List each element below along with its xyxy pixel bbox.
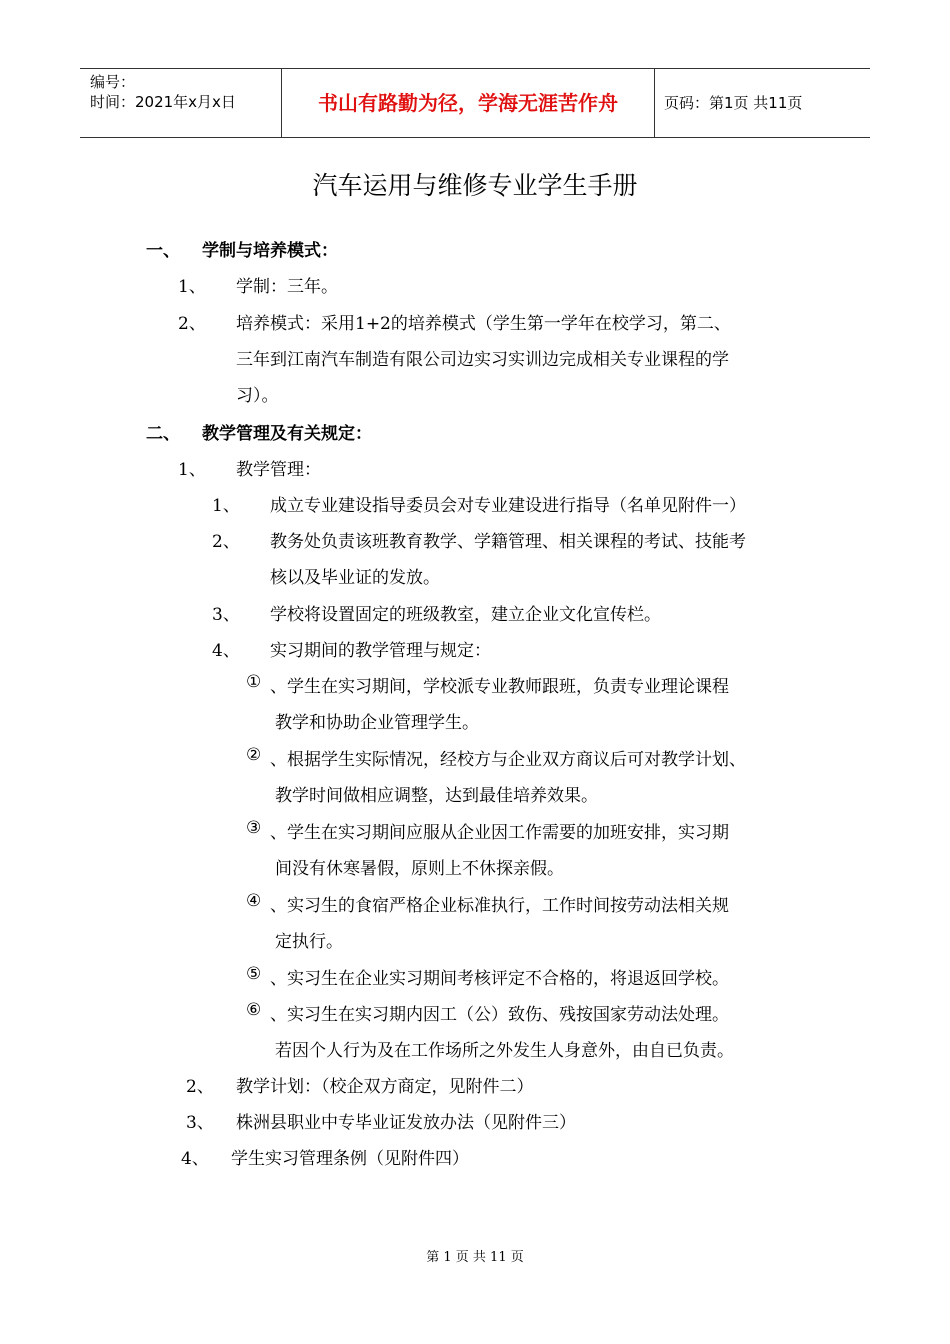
item-number: 1、 <box>178 460 206 480</box>
subitem-text: 教务处负责该班教育教学、学籍管理、相关课程的考试、技能考 <box>270 532 746 552</box>
rule-text: 、实习生的食宿严格企业标准执行，工作时间按劳动法相关规 <box>270 896 729 916</box>
subitem-number: 2、 <box>212 532 240 552</box>
header-divider <box>654 69 655 137</box>
header-page-info: 页码：第1页 共11页 <box>664 94 803 112</box>
rule-number: ① <box>246 672 262 692</box>
subitem-text: 学校将设置固定的班级教室，建立企业文化宣传栏。 <box>270 605 661 625</box>
item-text: 习）。 <box>236 386 279 406</box>
item-number: 2、 <box>186 1077 214 1097</box>
subitem-number: 1、 <box>212 496 240 516</box>
rule-text: 、实习生在企业实习期间考核评定不合格的，将退返回学校。 <box>270 969 729 989</box>
subitem-number: 3、 <box>212 605 240 625</box>
document-title: 汽车运用与维修专业学生手册 <box>312 171 638 200</box>
subitem-text: 实习期间的教学管理与规定： <box>270 641 491 661</box>
item-text: 学制：三年。 <box>236 277 338 297</box>
item-number: 3、 <box>186 1113 214 1133</box>
rule-text: 定执行。 <box>275 932 343 952</box>
rule-number: ④ <box>246 891 262 911</box>
item-text: 教学管理： <box>236 460 321 480</box>
item-text: 三年到江南汽车制造有限公司边实习实训边完成相关专业课程的学 <box>236 350 729 370</box>
rule-text: 间没有休寒暑假，原则上不休探亲假。 <box>275 859 564 879</box>
section-number: 二、 <box>146 424 180 444</box>
section-heading: 学制与培养模式： <box>202 241 338 261</box>
item-number: 2、 <box>178 314 206 334</box>
date-label: 时间：2021年x月x日 <box>90 93 236 111</box>
number-label: 编号： <box>90 73 136 91</box>
rule-number: ② <box>246 745 262 765</box>
page-footer: 第 1 页 共 11 页 <box>426 1250 524 1265</box>
header-motto: 书山有路勤为径，学海无涯苦作舟 <box>318 91 618 115</box>
item-number: 1、 <box>178 277 206 297</box>
rule-text: 若因个人行为及在工作场所之外发生人身意外，由自已负责。 <box>275 1041 734 1061</box>
subitem-number: 4、 <box>212 641 240 661</box>
page-header <box>80 68 870 138</box>
rule-number: ⑥ <box>246 1000 262 1020</box>
rule-text: 教学和协助企业管理学生。 <box>275 713 479 733</box>
rule-text: 、学生在实习期间应服从企业因工作需要的加班安排，实习期 <box>270 823 729 843</box>
item-text: 学生实习管理条例（见附件四） <box>231 1149 469 1169</box>
subitem-text: 成立专业建设指导委员会对专业建设进行指导（名单见附件一） <box>270 496 746 516</box>
rule-text: 、学生在实习期间，学校派专业教师跟班，负责专业理论课程 <box>270 677 729 697</box>
item-text: 培养模式：采用1+2的培养模式（学生第一学年在校学习，第二、 <box>236 314 731 334</box>
item-number: 4、 <box>181 1149 209 1169</box>
item-text: 教学计划：（校企双方商定，见附件二） <box>236 1077 534 1097</box>
rule-number: ③ <box>246 818 262 838</box>
rule-number: ⑤ <box>246 964 262 984</box>
item-text: 株洲县职业中专毕业证发放办法（见附件三） <box>236 1113 576 1133</box>
header-meta <box>80 69 280 137</box>
subitem-text: 核以及毕业证的发放。 <box>270 568 440 588</box>
rule-text: 、实习生在实习期内因工（公）致伤、残按国家劳动法处理。 <box>270 1005 729 1025</box>
rule-text: 教学时间做相应调整，达到最佳培养效果。 <box>275 786 598 806</box>
rule-text: 、根据学生实际情况，经校方与企业双方商议后可对教学计划、 <box>270 750 746 770</box>
section-heading: 教学管理及有关规定： <box>202 424 372 444</box>
section-number: 一、 <box>146 241 180 261</box>
